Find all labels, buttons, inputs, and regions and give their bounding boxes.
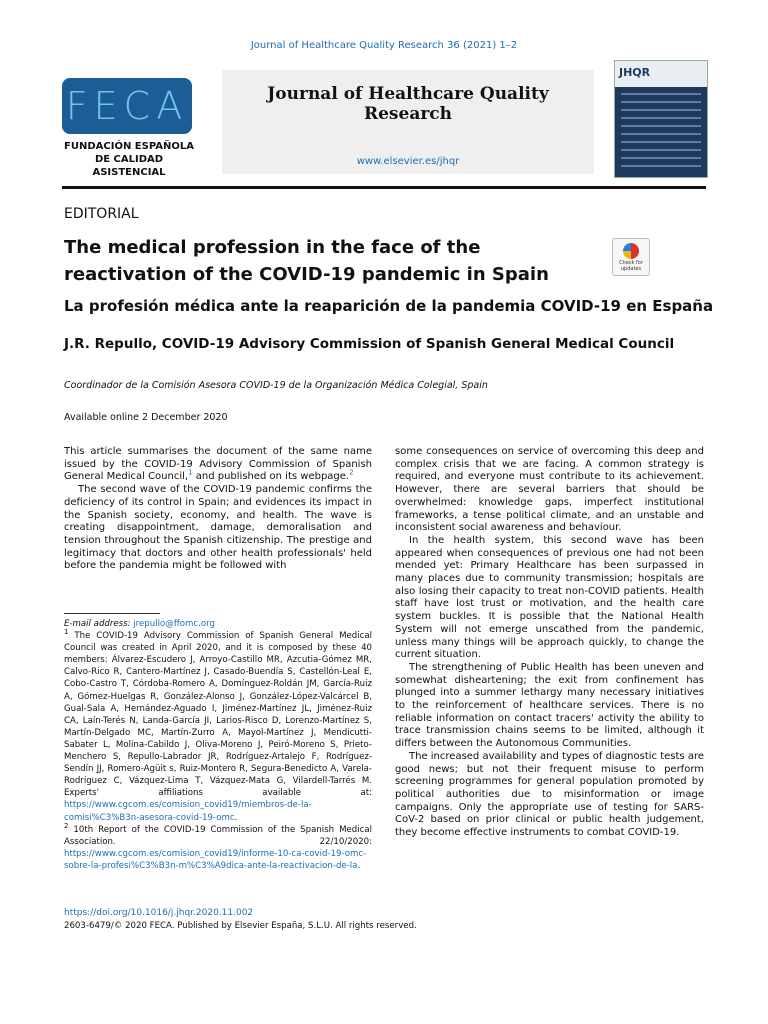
doi-link[interactable]: https://doi.org/10.1016/j.jhqr.2020.11.002 bbox=[64, 908, 254, 918]
author-email bbox=[64, 618, 372, 630]
email-label: E-mail address: bbox=[64, 619, 131, 629]
footnote-2 bbox=[64, 821, 372, 872]
body-paragraph: The increased availability and types of diagnostic tests are good news; but not their frequent misuse to perform screening programmes for general population promoted by political authorities due to misinformation or image campaigns. Only the appropriate use of testing for SARS-CoV-2 based on prior clinical or public health judgement, they become effective instruments to combat COVID-19. bbox=[395, 750, 704, 839]
article-subtitle: La profesión médica ante la reaparición de la pandemia COVID-19 en España bbox=[64, 297, 714, 315]
footnote-mark: 2 bbox=[64, 821, 69, 830]
body-paragraph: The strengthening of Public Health has been uneven and somewhat disheartening; the exit from confinement has plunged into a summer lethargy many necessary initiatives to the reinforcement of healthcare services. There is no reliable information on contact tracers' activity the ability to trace transmission chains seems to be limited, although it differs between the Autonomous Communities. bbox=[395, 661, 704, 750]
crossmark-icon bbox=[623, 243, 639, 259]
footnote-end: . bbox=[234, 812, 238, 823]
check-for-updates-button[interactable] bbox=[612, 238, 650, 276]
article-authors: J.R. Repullo, COVID-19 Advisory Commission of Spanish General Medical Council bbox=[64, 336, 675, 352]
body-paragraph: some consequences on service of overcoming this deep and complex crisis that we are facing. A common strategy is required, and everyone must contribute to its achievement. However, there are several barriers that should be overwhelmed: knowledge gaps, imperfect institutional frameworks, a tense political climate, and an unstable and inconsistent social awareness and behaviour. bbox=[395, 446, 704, 534]
footnote-1-link[interactable]: https://www.cgcom.es/comision_covid19/miembros-de-la-comisi%C3%B3n-asesora-covid-19-omc bbox=[64, 800, 312, 823]
copyright-notice: 2603-6479/© 2020 FECA. Published by Elsevier España, S.L.U. All rights reserved. bbox=[64, 921, 417, 931]
author-affiliation: Coordinador de la Comisión Asesora COVID-19 de la Organización Médica Colegial, Spain bbox=[64, 380, 488, 391]
body-column-right bbox=[395, 446, 704, 840]
masthead bbox=[62, 60, 706, 180]
feca-logo bbox=[62, 78, 192, 134]
journal-url-link[interactable]: www.elsevier.es/jhqr bbox=[356, 156, 460, 167]
journal-title: Journal of Healthcare Quality Research bbox=[267, 84, 549, 124]
feca-logo-text: FECA bbox=[65, 84, 189, 128]
feca-caption bbox=[62, 140, 196, 179]
journal-cover-image[interactable] bbox=[614, 60, 708, 178]
cover-label: JHQR bbox=[619, 66, 651, 79]
footnote-2-link[interactable]: https://www.cgcom.es/comision_covid19/informe-10-ca-covid-19-omc-sobre-la-profesi%C3%B3n-m%C3%A9dica-ante-la-reactivacion-de-la bbox=[64, 848, 367, 871]
feca-caption-line-2: DE CALIDAD ASISTENCIAL bbox=[92, 154, 166, 178]
masthead-banner bbox=[222, 70, 594, 174]
body-paragraph: The second wave of the COVID-19 pandemic confirms the deficiency of its control in Spain; and evidences its impact in the Spanish society, economy, and health. The wave is creating disappointment, damage, demoralisation and tension throughout the Spanish citizenship. The prestige and legitimacy that doctors and other health professionals' held before the pandemia might be followed with bbox=[64, 484, 372, 572]
footnote-text: 10th Report of the COVID-19 Commission of the Spanish Medical Association. 22/10/2020: bbox=[64, 824, 372, 847]
body-column-left bbox=[64, 446, 372, 573]
footnote-rule bbox=[64, 613, 160, 614]
body-paragraph bbox=[64, 446, 372, 484]
cover-contents-lines bbox=[621, 93, 701, 173]
paragraph-text: and published on its webpage. bbox=[192, 471, 350, 483]
footnote-1 bbox=[64, 630, 372, 824]
footnote-ref-1-link[interactable]: 1 bbox=[188, 469, 193, 478]
article-title: The medical profession in the face of the reactivation of the COVID-19 pandemic in Spain bbox=[64, 237, 549, 285]
header-rule bbox=[62, 186, 706, 189]
email-link[interactable]: jrepullo@ffomc.org bbox=[133, 619, 215, 629]
section-label: EDITORIAL bbox=[64, 206, 139, 222]
check-for-updates-label: Check for updates bbox=[619, 260, 643, 272]
available-online-date: Available online 2 December 2020 bbox=[64, 412, 228, 423]
footnotes bbox=[64, 618, 372, 872]
paragraph-text: This article summarises the document of the same name issued by the COVID-19 Advisory Commission of Spanish General Medical Council, bbox=[64, 446, 372, 483]
body-paragraph: In the health system, this second wave has been appeared when consequences of previous one had not been mended yet: Primary Healthcare has been surpassed in many places due to community transmission; hospitals are also losing their capacity to treat non-COVID patients. Health staff have lost trust or motivation, and the health care system buckles. It is possible that the National Health System will not emerge unscathed from the pandemic, unless many things will be approach quickly, to change the current situation. bbox=[395, 534, 704, 661]
journal-citation-link[interactable]: Journal of Healthcare Quality Research 36 (2021) 1–2 bbox=[250, 40, 518, 51]
feca-caption-line-1: FUNDACIÓN ESPAÑOLA bbox=[64, 141, 194, 152]
footnote-end: . bbox=[357, 860, 361, 871]
footnote-mark: 1 bbox=[64, 628, 69, 637]
cover-header bbox=[615, 61, 707, 87]
footnote-ref-2-link[interactable]: 2 bbox=[349, 469, 354, 478]
footnote-text: The COVID-19 Advisory Commission of Spanish General Medical Council was created in April 2020, and it is composed by these 40 members: Álvarez-Escudero J, Arroyo-Castillo MR, Azcutia-Gómez MR, Calvo-Rico R, Cantero-Martínez J, Casado-Buendía S, Castellón-Leal E, Cobo-Castro T, Córdoba-Romero A, Domínguez-Roldán JM, García-Ruiz A, Gómez-Huelgas R, González-Alonso J, González-López-Valcárcel B, Gual-Sala A, Hernández-Aguado I, Jiménez-Martínez JL, Jiménez-Ruiz CA, Laín-Terés N, Landa-García JI, Larios-Risco D, Lorenzo-Martínez S, Martín-Delgado MC, Martín-Zurro A, Mayol-Martínez J, Mendicutti-Sabater L, Molina-Cabildo J, Oliva-Moreno J, Peiró-Moreno S, Prieto-Menchero S, Repullo-Labrador JR, Rodríguez-Artalejo F, Rodríguez-Sendín JJ, Romero-Agüit s, Ruiz-Montero R, Segura-Benedicto A, Varela-Rodríguez C, Vázquez-Lima T, Vázquez-Mata G, Vilardell-Tarrés M. Experts' affiliations available at: bbox=[64, 631, 372, 799]
